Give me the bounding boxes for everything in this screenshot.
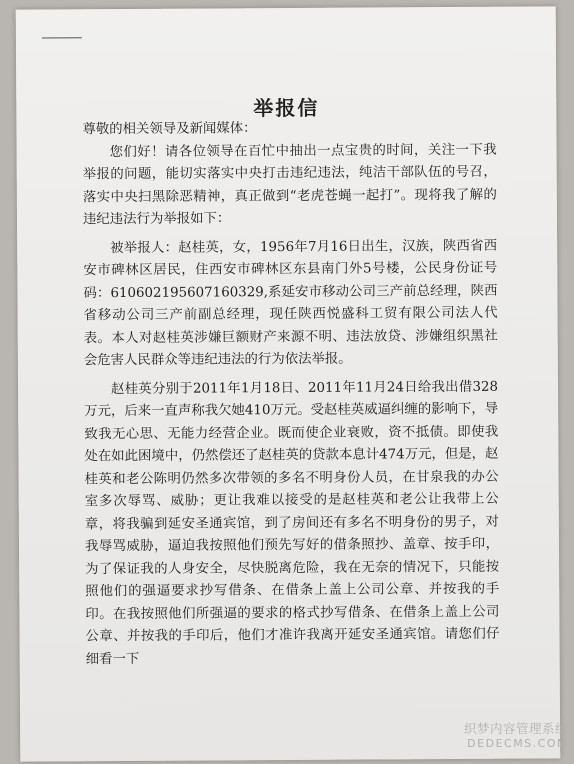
site-watermark: [464, 719, 568, 750]
paragraph-intro: 您们好！请各位领导在百忙中抽出一点宝贵的时间，关注一下我举报的问题，能切实落实中央打击违纪违法，纯洁干部队伍的号召，落实中央扫黑除恶精神，真正做到“老虎苍蝇一起打”。现将我了解的违纪违法行为举报如下：: [82, 142, 497, 228]
letter-title: 举报信: [253, 95, 320, 121]
paragraph-accused: 被举报人：赵桂英，女，1956年7月16日出生，汉族，陕西省西安市碑林区居民，住西安市碑林区东县南门外5号楼，公民身份证号码：610602195607160329,系延安市移动公司三产前总经理，陕西省移动公司三产前副总经理，现任陕西悦盛科工贸有限公司法人代表。本人对赵桂英涉嫌巨额财产来源不明、违法放贷、涉嫌组织黑社会危害人民群众等违纪违法的行为依法举报。: [83, 238, 498, 369]
salutation: 尊敬的相关领导及新闻媒体：: [82, 121, 257, 138]
watermark-line-1: 织梦内容管理系统: [463, 721, 568, 736]
paragraph-details: 赵桂英分别于2011年1月18日、2011年11月24日给我出借328万元，后来一直声称我欠她410万元。受赵桂英威逼纠缠的影响下，导致我无心思、无能力经营企业。既而使企业衰败，资不抵债。即使我处在如此困境中，仍然偿还了赵桂英的贷款本息计474万元，但是，赵桂英和老公陈明仍然多次带领的多名不明身份人员，在甘泉我的办公室多次辱骂、威胁；更让我难以接受的是赵桂英和老公让我带上公章，将我骗到延安圣通宾馆，到了房间还有多名不明身份的男子，对我辱骂威胁，逼迫我按照他们预先写好的借条照抄、盖章、按手印，为了保证我的人身安全，尽快脱离危险，我在无奈的情况下，只能按照他们的强逼要求抄写借条、在借条上盖上公司公章、并按我的手印。在我按照他们所强逼的要求的格式抄写借条、在借条上盖上公司公章、并按我的手印后，他们才准许我离开延安圣通宾馆。请您们仔细看一下: [84, 379, 500, 667]
letter-page: [16, 6, 561, 761]
watermark-line-2: DEDECMS.COM: [467, 737, 568, 750]
letter-body: [82, 117, 499, 672]
ink-mark: [42, 37, 82, 38]
